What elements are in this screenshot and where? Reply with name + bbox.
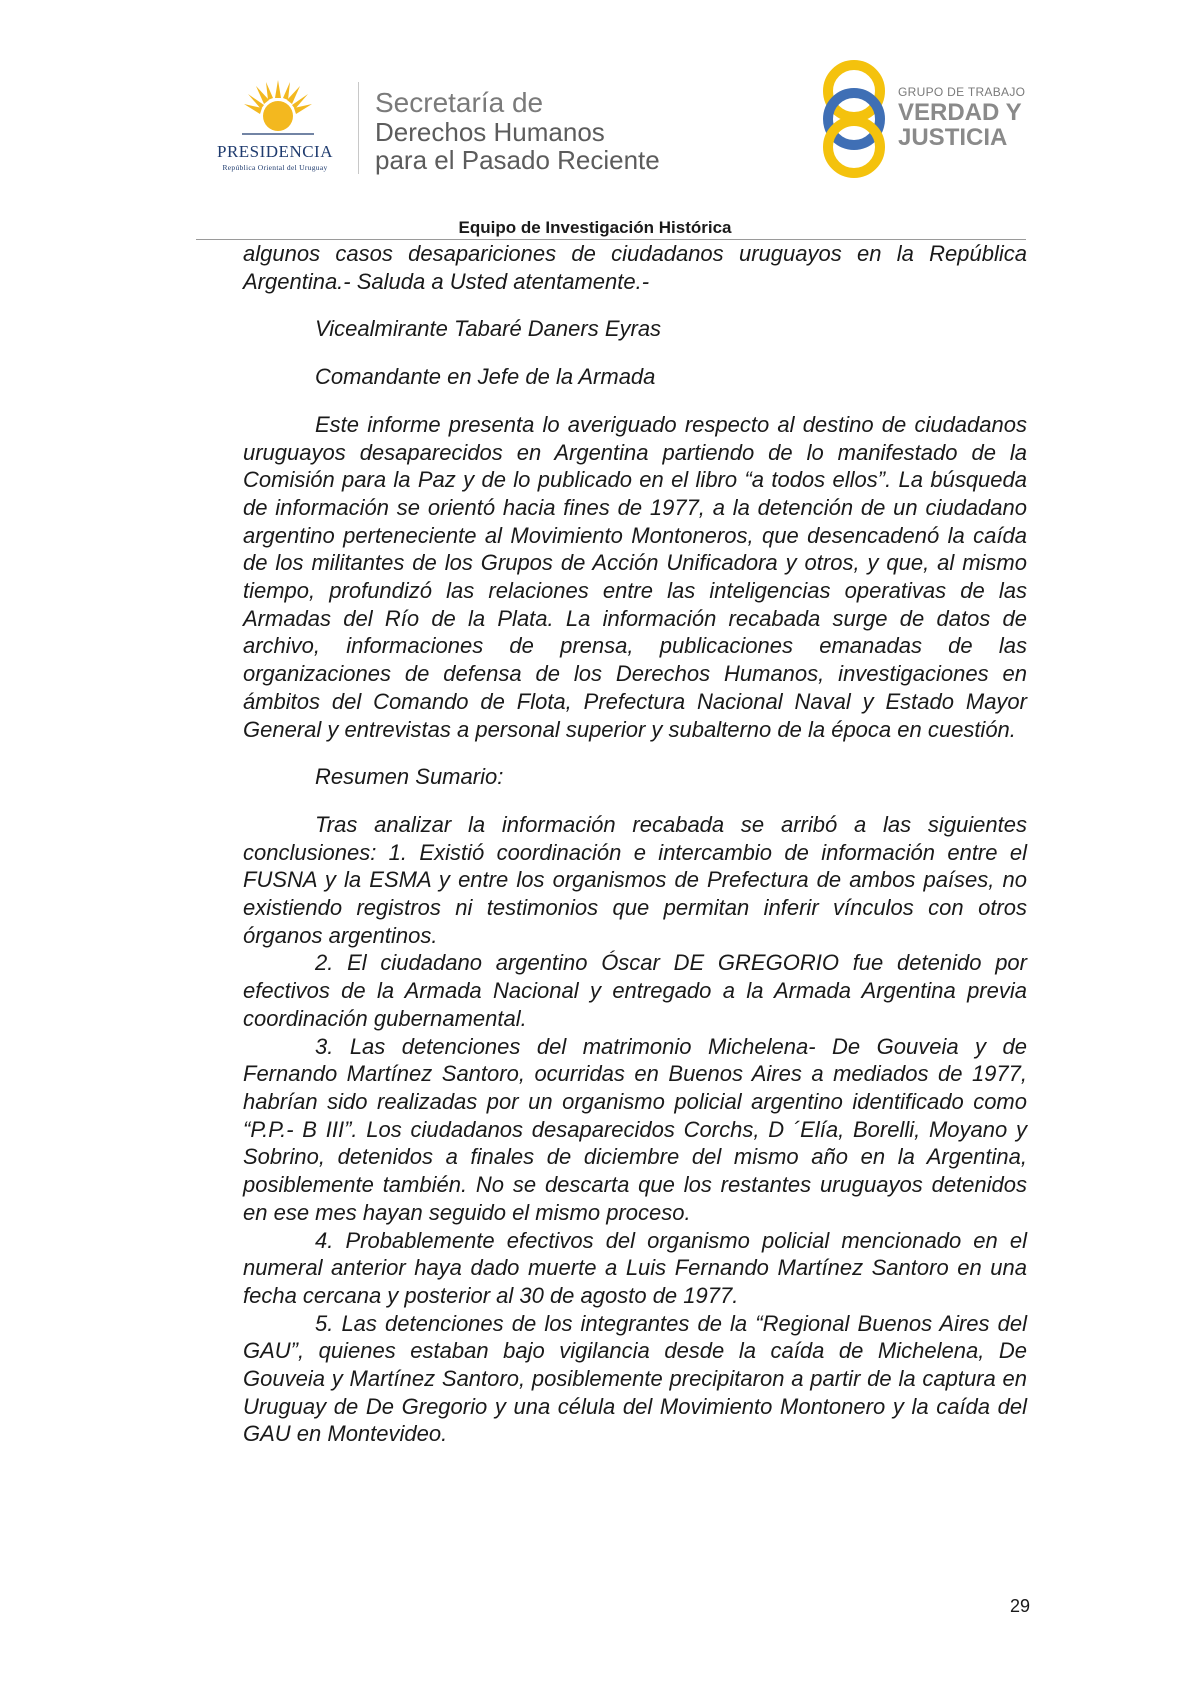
conclusion-3: 3. Las detenciones del matrimonio Michelena- De Gouveia y de Fernando Martínez Santoro, ocurridas en Buenos Aires a mediados de 1977, habrían sido realizadas por un organismo policial argentino identificado como “P.P.- B III”. Los ciudadanos desaparecidos Corchs, D ´Elía, Borelli, Moyano y Sobrino, detenidos a finales de diciembre del mismo año en la Argentina, posiblemente también. No se descarta que los restantes uruguayos detenidos en ese mes hayan seguido el mismo proceso. xyxy=(243,1033,1027,1225)
page-number: 29 xyxy=(1009,1596,1030,1616)
verdad-justicia-logo xyxy=(818,55,1028,180)
closing-paragraph: algunos casos desapariciones de ciudadanos uruguayos en la República Argentina.- Saluda a Usted atentamente.- xyxy=(243,241,1027,294)
conclusion-1: Tras analizar la información recabada se arribó a las siguientes conclusiones: 1. Existió coordinación e intercambio de información entre el FUSNA y la ESMA y entre los organismos de Prefectura de ambos países, no existiendo registros ni testimonios que permitan inferir vínculos con otros órganos argentinos. xyxy=(243,811,1027,948)
secretaria-line2: Derechos Humanos xyxy=(375,117,605,147)
secretaria-line3: para el Pasado Reciente xyxy=(375,145,660,175)
report-paragraph: Este informe presenta lo averiguado respecto al destino de ciudadanos uruguayos desaparecidos en Argentina partiendo de lo manifestado de la Comisión para la Paz y de lo publicado en el libro “a todos ellos”. La búsqueda de información se orientó hacia fines de 1977, a la detención de un ciudadano argentino perteneciente al Movimiento Montoneros, que desencadenó la caída de los militantes de los Grupos de Acción Unificadora y otros, y que, al mismo tiempo, profundizó las relaciones entre las inteligencias operativas de las Armadas del Río de la Plata. La información recabada surge de datos de archivo, informaciones de prensa, publicaciones emanadas de las organizaciones de defensa de los Derechos Humanos, investigaciones en ámbitos del Comando de Flota, Prefectura Nacional Naval y Estado Mayor General y entrevistas a personal superior y subalterno de la época en cuestión. xyxy=(243,411,1027,742)
secretaria-line1: Secretaría de xyxy=(375,87,544,118)
presidencia-logo xyxy=(196,78,354,178)
conclusion-5: 5. Las detenciones de los integrantes de la “Regional Buenos Aires del GAU”, quienes estaban bajo vigilancia desde la caída de Michelena, De Gouveia y Martínez Santoro, posiblemente precipitaron a partir de la captura en Uruguay de De Gregorio y una célula del Movimiento Montonero y la caída del GAU en Montevideo. xyxy=(243,1310,1027,1447)
sun-icon xyxy=(242,78,314,138)
presidencia-name: PRESIDENCIA xyxy=(216,142,333,161)
document-body xyxy=(243,240,1027,1448)
grupo-line3: JUSTICIA xyxy=(898,124,1008,151)
team-title: Equipo de Investigación Histórica xyxy=(458,218,732,237)
rings-icon xyxy=(818,55,898,180)
grupo-line1: GRUPO DE TRABAJO xyxy=(898,85,1026,99)
signature-title: Comandante en Jefe de la Armada xyxy=(315,364,656,390)
secretaria-logo xyxy=(375,88,660,174)
presidencia-subtitle: República Oriental del Uruguay xyxy=(222,163,328,172)
summary-heading: Resumen Sumario: xyxy=(315,764,504,790)
grupo-line2: VERDAD Y xyxy=(898,99,1022,126)
signature-name: Vicealmirante Tabaré Daners Eyras xyxy=(315,316,662,342)
conclusion-4: 4. Probablemente efectivos del organismo policial mencionado en el numeral anterior haya dado muerte a Luis Fernando Martínez Santoro en una fecha cercana y posterior al 30 de agosto de 1977. xyxy=(243,1227,1027,1308)
logo-divider xyxy=(358,82,359,174)
conclusion-2: 2. El ciudadano argentino Óscar DE GREGORIO fue detenido por efectivos de la Armada Nacional y entregado a la Armada Argentina previa coordinación gubernamental. xyxy=(243,950,1027,1031)
